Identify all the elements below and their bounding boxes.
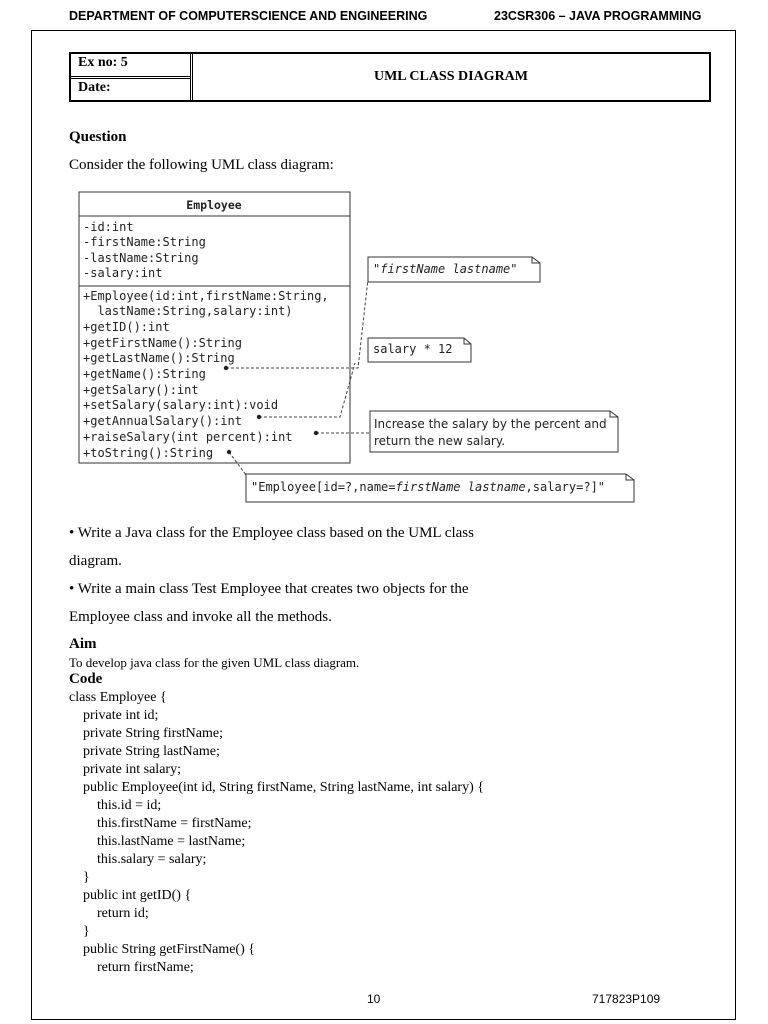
class-name: Employee (186, 198, 242, 212)
method: +raiseSalary(int percent):int (83, 430, 293, 444)
note-raise-line2: return the new salary. (374, 434, 506, 448)
note-salary-text: salary * 12 (373, 342, 453, 356)
method: +getLastName():String (83, 351, 235, 365)
method: +Employee(id:int,firstName:String, (83, 289, 329, 303)
method: +toString():String (83, 446, 214, 460)
exercise-date: Date: (78, 80, 111, 95)
note-name-text: "firstName lastname" (373, 262, 518, 276)
attribute: -id:int (83, 220, 134, 234)
method: +getSalary():int (83, 383, 199, 397)
method: +getID():int (83, 320, 170, 334)
method: +setSalary(salary:int):void (83, 398, 279, 412)
method: lastName:String,salary:int) (83, 304, 293, 318)
exercise-number: Ex no: 5 (78, 55, 128, 70)
aim-text: To develop java class for the given UML class diagram. (69, 655, 360, 670)
bullet-1-line1: • Write a Java class for the Employee class based on the UML class (69, 525, 474, 541)
question-heading: Question (69, 129, 127, 145)
bullet-1-line2: diagram. (69, 553, 122, 569)
method: +getFirstName():String (83, 336, 242, 350)
attribute: -firstName:String (83, 235, 206, 249)
bullet-2-line2: Employee class and invoke all the methods. (69, 609, 332, 625)
note-raise-line1: Increase the salary by the percent and (374, 417, 607, 431)
question-intro: Consider the following UML class diagram: (69, 157, 334, 173)
aim-heading: Aim (69, 636, 97, 652)
method: +getName():String (83, 367, 206, 381)
code-heading: Code (69, 671, 103, 687)
roll-number: 717823P109 (592, 992, 661, 1006)
page-number: 10 (367, 992, 381, 1006)
note-tostring-text: "Employee[id=?,name=firstName lastname,salary=?]" (251, 480, 606, 494)
department-header: DEPARTMENT OF COMPUTERSCIENCE AND ENGINEERING (69, 9, 428, 23)
exercise-title: UML CLASS DIAGRAM (373, 69, 528, 84)
method: +getAnnualSalary():int (83, 414, 242, 428)
attribute: -lastName:String (83, 251, 199, 265)
attribute: -salary:int (83, 266, 163, 280)
course-header: 23CSR306 – JAVA PROGRAMMING (494, 9, 702, 23)
code-block: class Employee { private int id; private String firstName; private String lastName; private int salary; public Employee(int id, String firstName, String lastName, int salary) { this.id = id; this.firstName = firstName; this.lastName = lastName; this.salary = salary; } public int getID() { return id; } public String getFirstName() { return firstName; (69, 690, 484, 975)
bullet-2-line1: • Write a main class Test Employee that creates two objects for the (69, 581, 469, 597)
